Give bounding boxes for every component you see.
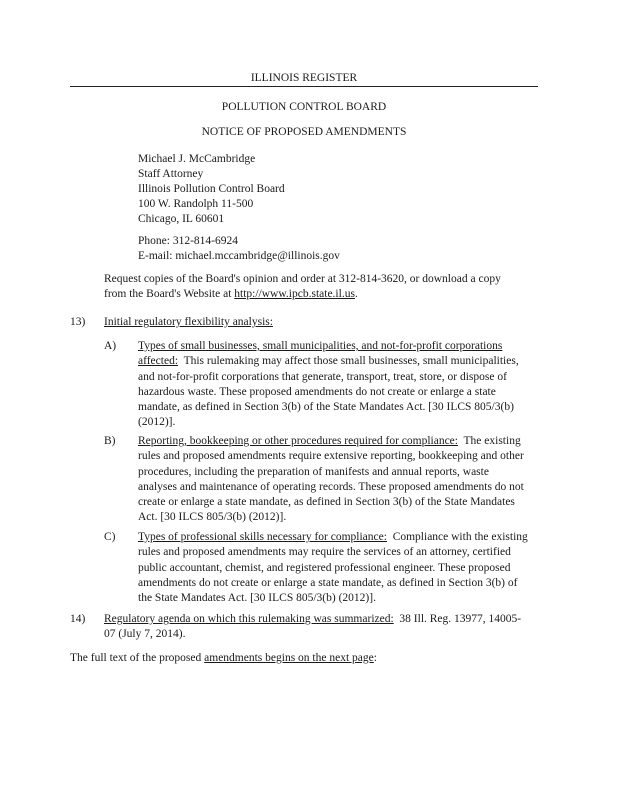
website-link[interactable]: http://www.ipcb.state.il.us bbox=[234, 288, 355, 300]
item-a-heading: Types of small businesses, small municipalities, and not-for-profit corporations affected: bbox=[138, 340, 503, 368]
section-14-body: 38 Ill. Reg. 13977, 14005-07 (July 7, 2014). bbox=[104, 613, 522, 641]
contact-name: Michael J. McCambridge bbox=[138, 153, 256, 165]
closing-suffix: : bbox=[373, 652, 377, 664]
item-b-paragraph bbox=[138, 434, 530, 526]
register-title: ILLINOIS REGISTER bbox=[250, 72, 358, 84]
item-c-body: Compliance with the existing rules and proposed amendments may require the services of an attorney, certified public accountant, chemist, and registered professional engineer. These proposed amendments do not create or enlarge a state mandate, as defined in Section 3(b) of the State Mandates Act. [30 ILCS 805/3(b) (2012)]. bbox=[138, 531, 528, 605]
request-line-1: Request copies of the Board's opinion and order at 312-814-3620, or download a copy bbox=[104, 273, 501, 285]
section-14-heading: Regulatory agenda on which this rulemaking was summarized: bbox=[104, 613, 394, 625]
board-title: POLLUTION CONTROL BOARD bbox=[221, 101, 387, 113]
item-c-heading: Types of professional skills necessary for compliance: bbox=[138, 531, 387, 543]
contact-address: 100 W. Randolph 11-500 bbox=[138, 198, 254, 210]
closing-prefix: The full text of the proposed bbox=[70, 652, 205, 664]
contact-email: E-mail: michael.mccambridge@illinois.gov bbox=[138, 250, 340, 262]
item-c-paragraph bbox=[138, 530, 530, 606]
item-a-paragraph bbox=[138, 339, 530, 431]
header-rule bbox=[70, 86, 538, 87]
item-b-letter: B) bbox=[104, 435, 116, 447]
section-13-heading: Initial regulatory flexibility analysis: bbox=[104, 316, 273, 328]
contact-org: Illinois Pollution Control Board bbox=[138, 183, 285, 195]
closing-underlined: amendments begins on the next page bbox=[204, 652, 374, 664]
item-c-letter: C) bbox=[104, 531, 116, 543]
request-line-2 bbox=[104, 287, 358, 302]
section-14-paragraph bbox=[104, 612, 524, 643]
contact-city: Chicago, IL 60601 bbox=[138, 213, 225, 225]
notice-title: NOTICE OF PROPOSED AMENDMENTS bbox=[201, 126, 407, 138]
item-b-body: The existing rules and proposed amendments require extensive reporting, bookkeeping and other procedures, including the preparation of manifests and annual reports, waste analyses and maintenance of operating records. These proposed amendments do not create or enlarge a state mandate, as defined in Section 3(b) of the State Mandates Act. [30 ILCS 805/3(b) (2012)]. bbox=[138, 435, 524, 524]
request-line-2-prefix: from the Board's Website at bbox=[104, 288, 235, 300]
section-13-number: 13) bbox=[70, 316, 86, 328]
contact-title: Staff Attorney bbox=[138, 168, 204, 180]
item-a-body: This rulemaking may affect those small businesses, small municipalities, and not-for-profit corporations that generate, transport, treat, store, or dispose of hazardous waste. These proposed amendments do not create or enlarge a state mandate, as defined in Section 3(b) of the State Mandates Act. [30 ILCS 805/3(b) (2012)]. bbox=[138, 355, 519, 429]
item-b-heading: Reporting, bookkeeping or other procedures required for compliance: bbox=[138, 435, 458, 447]
contact-phone: Phone: 312-814-6924 bbox=[138, 235, 238, 247]
item-a-letter: A) bbox=[104, 340, 117, 352]
request-line-2-suffix: . bbox=[354, 288, 358, 300]
closing-line bbox=[70, 651, 377, 666]
section-14-number: 14) bbox=[70, 613, 86, 625]
